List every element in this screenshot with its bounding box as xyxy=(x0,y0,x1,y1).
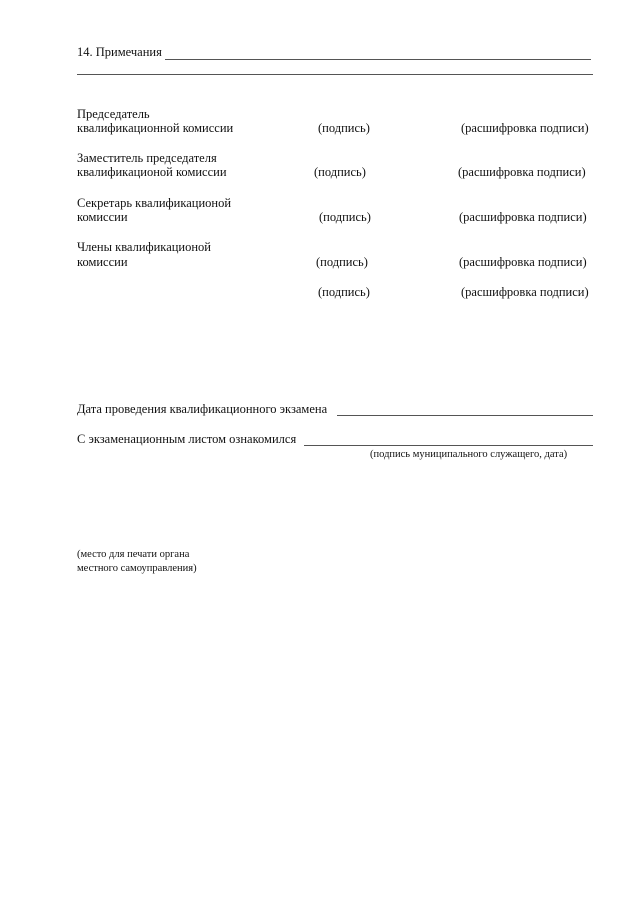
members-decoding-caption-2: (расшифровка подписи) xyxy=(461,285,589,299)
members-title-line1: Члены квалификационой xyxy=(77,240,211,254)
members-decoding-caption: (расшифровка подписи) xyxy=(459,255,587,269)
acknowledgement-caption: (подпись муниципального служащего, дата) xyxy=(370,449,568,460)
deputy-signature-caption: (подпись) xyxy=(314,165,366,179)
deputy-title-line1: Заместитель председателя xyxy=(77,151,217,165)
exam-date-line xyxy=(337,415,593,416)
chairman-title-line2: квалификационной комиссии xyxy=(77,121,234,135)
members-signature-caption-2: (подпись) xyxy=(318,285,370,299)
secretary-decoding-caption: (расшифровка подписи) xyxy=(459,210,587,224)
acknowledgement-line xyxy=(304,445,593,446)
exam-date-label: Дата проведения квалификационного экзамена xyxy=(77,402,328,416)
secretary-title-line2: комиссии xyxy=(77,210,128,224)
notes-line-1 xyxy=(165,59,591,60)
acknowledgement-label: С экзаменационным листом ознакомился xyxy=(77,432,297,446)
members-signature-caption: (подпись) xyxy=(316,255,368,269)
deputy-decoding-caption: (расшифровка подписи) xyxy=(458,165,586,179)
stamp-place-line1: (место для печати органа xyxy=(77,549,190,560)
secretary-signature-caption: (подпись) xyxy=(319,210,371,224)
notes-line-2 xyxy=(77,74,593,75)
notes-label: 14. Примечания xyxy=(77,45,162,59)
chairman-title-line1: Председатель xyxy=(77,107,150,121)
chairman-decoding-caption: (расшифровка подписи) xyxy=(461,121,589,135)
chairman-signature-caption: (подпись) xyxy=(318,121,370,135)
members-title-line2: комиссии xyxy=(77,255,128,269)
stamp-place-line2: местного самоуправления) xyxy=(77,563,197,574)
secretary-title-line1: Секретарь квалификационой xyxy=(77,196,232,210)
deputy-title-line2: квалификационой комиссии xyxy=(77,165,227,179)
